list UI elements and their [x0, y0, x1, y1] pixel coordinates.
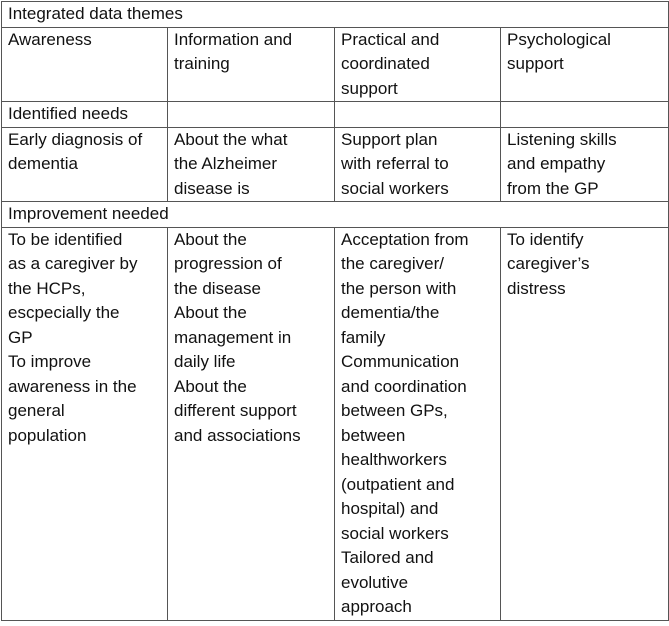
empty-cell: [501, 102, 669, 128]
cell-line: the Alzheimer: [174, 154, 277, 173]
cell-line: dementia: [8, 154, 78, 173]
identified-psychological: [501, 127, 669, 202]
cell-line: Listening skills: [507, 129, 617, 149]
cell-line: with referral to: [341, 154, 449, 173]
cell-line: healthworkers: [341, 450, 447, 469]
identified-row: [2, 127, 669, 202]
header-row: [2, 27, 669, 102]
cell-line: from the GP: [507, 178, 599, 198]
cell-line: GP: [8, 327, 33, 347]
cell-line: approach: [341, 597, 412, 616]
empty-cell: [335, 102, 501, 128]
identified-needs-label: Identified needs: [2, 102, 168, 128]
cell-line: coordinated: [341, 54, 430, 73]
improvement-practical: [335, 227, 501, 620]
cell-line: training: [174, 54, 230, 73]
cell-line: general: [8, 401, 65, 420]
cell-line: About the: [174, 376, 247, 396]
cell-line: To improve: [8, 352, 92, 371]
cell-line: distress: [507, 278, 566, 298]
improvement-information: [168, 227, 335, 620]
cell-line: the HCPs,: [8, 278, 86, 298]
improvement-row: [2, 227, 669, 620]
identified-practical: [335, 127, 501, 202]
cell-line: different support: [174, 401, 297, 420]
identified-awareness: [2, 127, 168, 202]
cell-line: dementia/the: [341, 303, 440, 322]
cell-line: Acceptation from: [341, 229, 469, 249]
improvement-psychological: [501, 227, 669, 620]
empty-cell: [168, 102, 335, 128]
header-information-training: [168, 27, 335, 102]
cell-line: escpecially the: [8, 303, 120, 322]
improvement-needed-label: Improvement needed: [2, 202, 669, 228]
cell-line: (outpatient and: [341, 474, 455, 494]
cell-line: Early diagnosis of: [8, 129, 143, 149]
cell-line: support: [507, 54, 564, 73]
cell-line: Practical and: [341, 29, 440, 49]
improvement-awareness: [2, 227, 168, 620]
identified-label-row: [2, 102, 669, 128]
cell-line: and empathy: [507, 154, 606, 173]
cell-line: as a caregiver by: [8, 254, 138, 273]
cell-line: caregiver’s: [507, 254, 590, 273]
cell-line: awareness in the: [8, 376, 137, 396]
cell-line: Tailored and: [341, 548, 434, 567]
cell-line: To identify: [507, 229, 584, 249]
cell-line: Psychological: [507, 29, 611, 49]
identified-information: [168, 127, 335, 202]
header-psychological-support: [501, 27, 669, 102]
cell-line: About the what: [174, 129, 288, 149]
cell-line: Information and: [174, 29, 293, 49]
cell-line: and coordination: [341, 376, 467, 396]
themes-table: [1, 1, 669, 621]
cell-line: daily life: [174, 352, 236, 371]
title-row: [2, 2, 669, 28]
cell-line: between GPs,: [341, 401, 448, 420]
cell-line: disease is: [174, 178, 250, 198]
cell-line: Support plan: [341, 129, 438, 149]
cell-line: family: [341, 327, 386, 347]
table-title: Integrated data themes: [2, 2, 669, 28]
cell-line: management in: [174, 327, 292, 347]
cell-line: About the: [174, 303, 247, 322]
cell-line: and associations: [174, 425, 301, 445]
header-practical-support: [335, 27, 501, 102]
cell-line: social workers: [341, 523, 449, 543]
cell-line: population: [8, 425, 87, 445]
cell-line: hospital) and: [341, 499, 439, 518]
improvement-label-row: [2, 202, 669, 228]
cell-line: Awareness: [8, 29, 92, 49]
cell-line: the disease: [174, 278, 261, 298]
header-awareness: [2, 27, 168, 102]
cell-line: Communication: [341, 352, 460, 371]
cell-line: social workers: [341, 178, 449, 198]
cell-line: the caregiver/: [341, 254, 444, 273]
cell-line: between: [341, 425, 406, 445]
cell-line: support: [341, 78, 398, 98]
cell-line: About the: [174, 229, 247, 249]
cell-line: evolutive: [341, 572, 409, 592]
cell-line: progression of: [174, 254, 282, 273]
cell-line: To be identified: [8, 229, 123, 249]
cell-line: the person with: [341, 278, 457, 298]
